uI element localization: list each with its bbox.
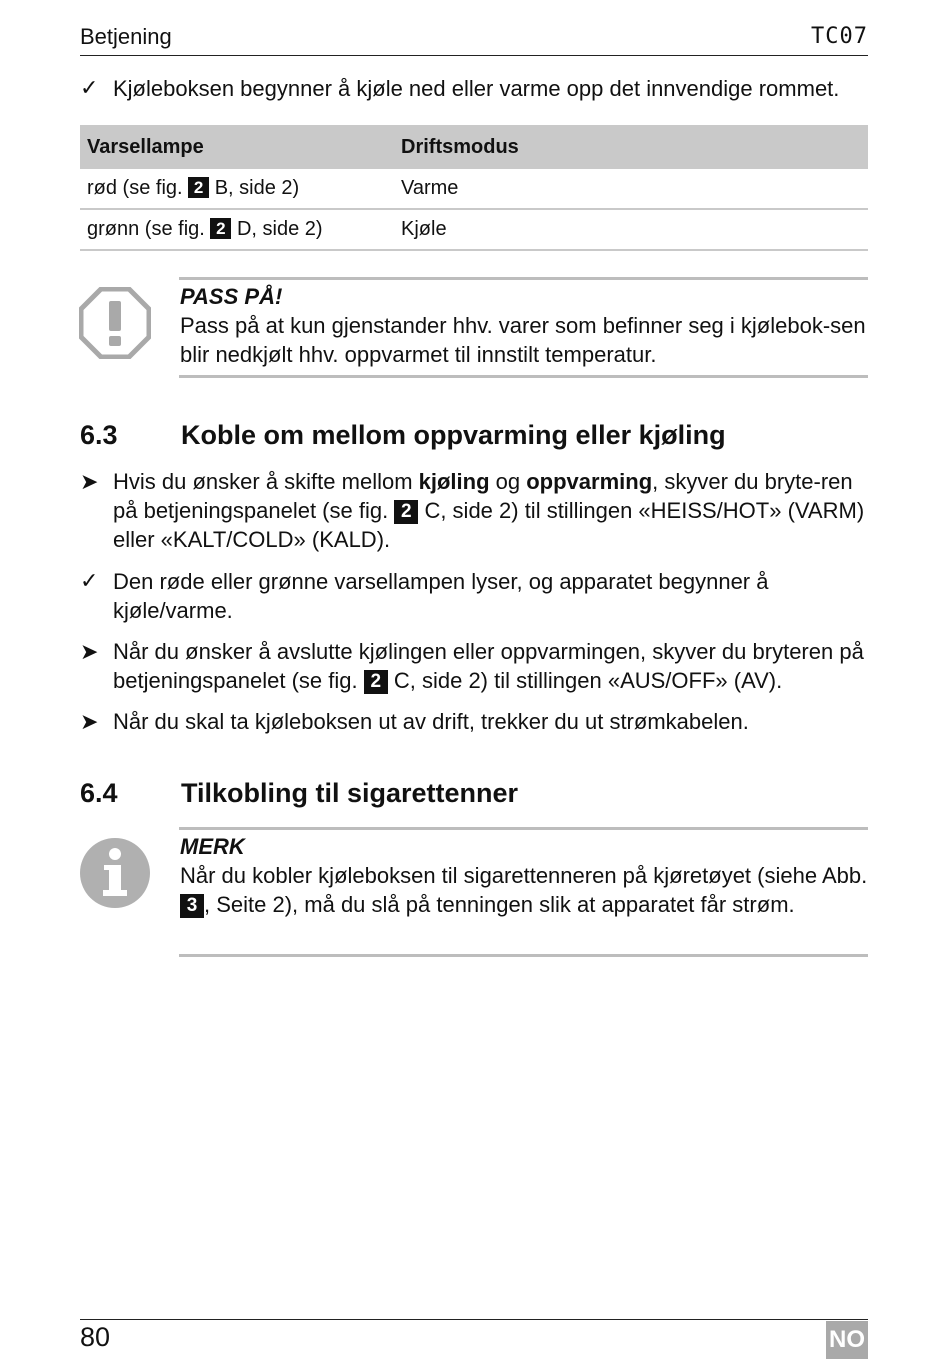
arrow-bullet-icon: ➤ bbox=[80, 709, 99, 734]
table-cell-lamp bbox=[80, 209, 394, 250]
cell-text: rød (se fig. bbox=[87, 177, 183, 199]
step-bold-text: kjøling bbox=[418, 469, 490, 494]
arrow-bullet-icon: ➤ bbox=[80, 469, 99, 494]
section-title: Tilkobling til sigarettenner bbox=[181, 778, 519, 808]
warning-title: PASS PÅ! bbox=[180, 284, 283, 309]
note-text bbox=[180, 862, 872, 919]
figure-badge: 2 bbox=[394, 500, 418, 524]
warning-text: Pass på at kun gjenstander hhv. varer som befinner seg i kjølebok-sen blir nedkjølt hhv. oppvarmet til innstilt temperatur. bbox=[180, 313, 866, 367]
table-cell-mode: Kjøle bbox=[394, 209, 868, 250]
page-number: 80 bbox=[80, 1322, 111, 1352]
step-text: og bbox=[489, 469, 527, 494]
footer-rule bbox=[80, 1319, 868, 1320]
section-number: 6.3 bbox=[80, 420, 118, 450]
intro-text: Kjøleboksen begynner å kjøle ned eller varme opp det innvendige rommet. bbox=[113, 76, 840, 101]
step-bold-text: oppvarming bbox=[526, 469, 653, 494]
header-model: TC07 bbox=[811, 24, 868, 49]
warning-bottom-rule bbox=[179, 375, 868, 378]
instruction-step bbox=[113, 467, 873, 554]
figure-badge: 2 bbox=[188, 177, 209, 198]
note-bottom-rule bbox=[179, 954, 868, 957]
step-text: , skyver du bryte-ren på betjeningspanelet (se fig. bbox=[113, 469, 853, 523]
header-section-title: Betjening bbox=[80, 24, 172, 49]
table-row bbox=[80, 169, 868, 209]
note-title: MERK bbox=[180, 834, 245, 859]
section-title: Koble om mellom oppvarming eller kjøling bbox=[181, 420, 726, 450]
figure-badge: 2 bbox=[364, 670, 388, 694]
info-icon bbox=[79, 837, 151, 909]
step-text: C, side 2) til stillingen «HEISS/HOT» (VARM) eller «KALT/COLD» (KALD). bbox=[113, 498, 865, 552]
table-row bbox=[80, 209, 868, 250]
table-cell-mode: Varme bbox=[394, 169, 868, 209]
section-number: 6.4 bbox=[80, 778, 118, 808]
figure-badge: 3 bbox=[180, 894, 204, 918]
table-header: Driftsmodus bbox=[394, 125, 868, 169]
note-text-part: , Seite 2), må du slå på tenningen slik at apparatet får strøm. bbox=[204, 891, 795, 917]
step-text: C, side 2) til stillingen «AUS/OFF» (AV). bbox=[387, 668, 783, 693]
arrow-bullet-icon: ➤ bbox=[80, 639, 99, 664]
note-text-part: Når du kobler kjøleboksen til sigarettenneren på kjøretøyet (siehe Abb. bbox=[180, 863, 868, 888]
result-text: Den røde eller grønne varsellampen lyser, og apparatet begynner å kjøle/varme. bbox=[113, 569, 769, 623]
cell-text: B, side 2) bbox=[214, 177, 300, 199]
language-badge: NO bbox=[826, 1321, 868, 1359]
instruction-step bbox=[113, 637, 873, 695]
table-header-row bbox=[80, 125, 868, 169]
indicator-table bbox=[80, 125, 868, 251]
warning-octagon-icon bbox=[79, 287, 151, 359]
check-icon: ✓ bbox=[80, 76, 99, 101]
warning-top-rule bbox=[179, 277, 868, 280]
cell-text: D, side 2) bbox=[236, 218, 323, 240]
check-icon: ✓ bbox=[80, 569, 99, 594]
note-top-rule bbox=[179, 827, 868, 830]
figure-badge: 2 bbox=[210, 218, 231, 239]
cell-text: grønn (se fig. bbox=[87, 218, 205, 240]
instruction-step: Når du skal ta kjøleboksen ut av drift, trekker du ut strømkabelen. bbox=[113, 709, 749, 734]
table-header: Varsellampe bbox=[80, 125, 394, 169]
step-text: Når du ønsker å avslutte kjølingen eller oppvarmingen, skyver du bryteren på betjeningspanelet (se fig. bbox=[113, 639, 864, 693]
step-text: Hvis du ønsker å skifte mellom bbox=[113, 469, 419, 494]
header-rule bbox=[80, 55, 868, 56]
table-cell-lamp bbox=[80, 169, 394, 209]
